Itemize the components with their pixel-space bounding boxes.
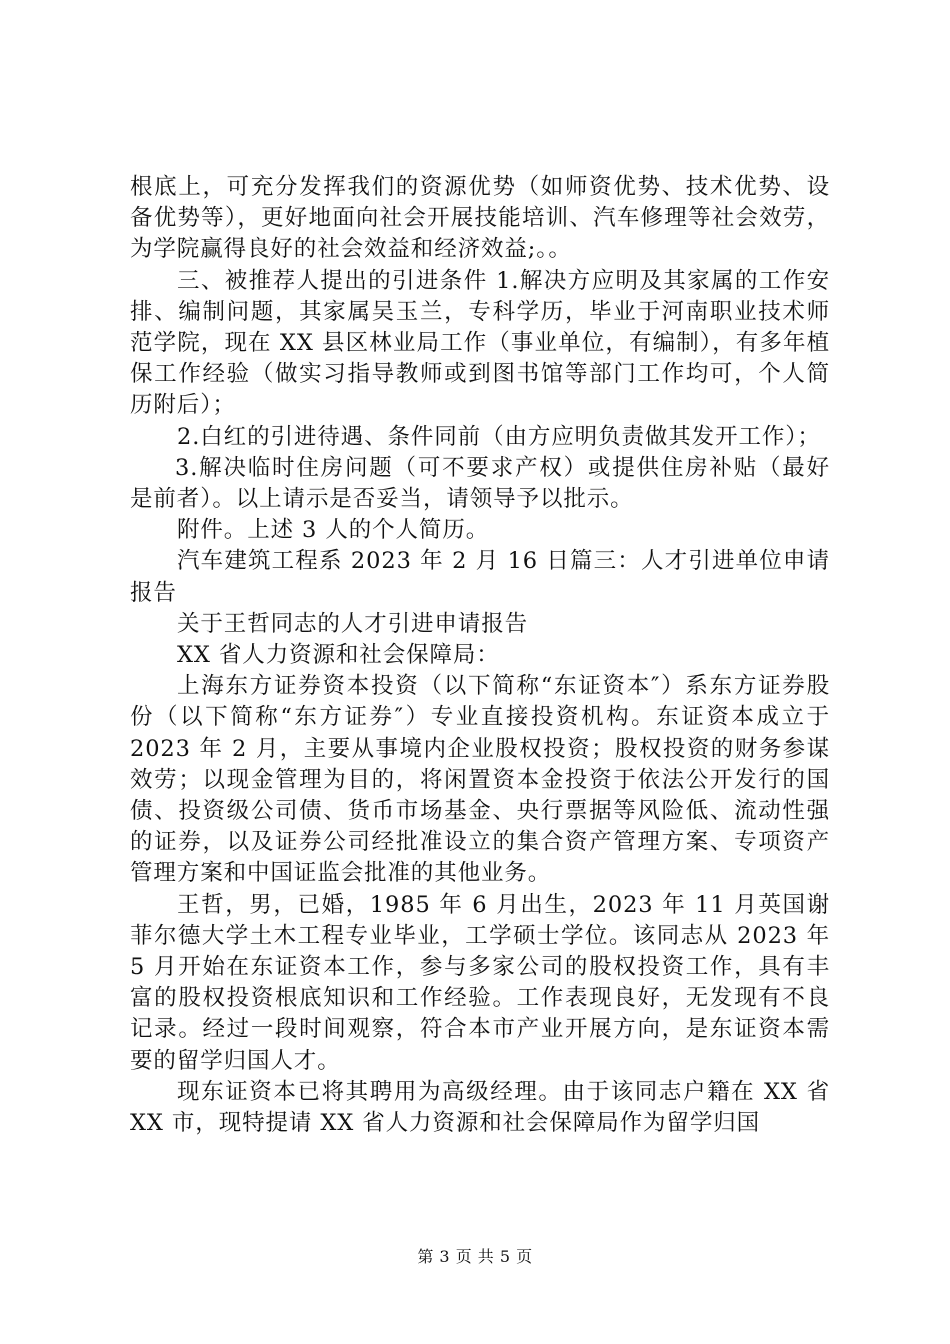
- document-body: [130, 172, 830, 1139]
- paragraph: 汽车建筑工程系 2023 年 2 月 16 日篇三：人才引进单位申请报告: [130, 548, 830, 606]
- paragraph: 三、被推荐人提出的引进条件 1.解决方应明及其家属的工作安排、编制问题，其家属吴玉兰，专科学历，毕业于河南职业技术师范学院，现在 XX 县区林业局工作（事业单位，有编制），有多年植保工作经验（做实习指导教师或到图书馆等部门工作均可，个人简历附后）；: [130, 267, 830, 419]
- paragraph: 3.解决临时住房问题（可不要求产权）或提供住房补贴（最好是前者）。以上请示是否妥当，请领导予以批示。: [130, 454, 830, 513]
- paragraph: 附件。上述 3 人的个人简历。: [177, 517, 490, 544]
- paragraph: XX 省人力资源和社会保障局：: [177, 642, 500, 669]
- paragraph: 现东证资本已将其聘用为高级经理。由于该同志户籍在 XX 省 XX 市，现特提请 XX 省人力资源和社会保障局作为留学归国: [130, 1078, 830, 1137]
- page-footer: 第 3 页 共 5 页: [417, 1247, 533, 1266]
- paragraph: 关于王哲同志的人才引进申请报告: [177, 610, 529, 637]
- paragraph: 王哲，男，已婚，1985 年 6 月出生，2023 年 11 月英国谢菲尔德大学土木工程专业毕业，工学硕士学位。该同志从 2023 年 5 月开始在东证资本工作，参与多家公司的股权投资工作，具有丰富的股权投资根底知识和工作经验。工作表现良好，无发现有不良记录。经过一段时间观察，符合本市产业开展方向，是东证资本需要的留学归国人才。: [130, 891, 830, 1074]
- paragraph: 根底上，可充分发挥我们的资源优势（如师资优势、技术优势、设备优势等），更好地面向社会开展技能培训、汽车修理等社会效劳，为学院赢得良好的社会效益和经济效益;。。: [130, 174, 830, 263]
- paragraph: 2.白红的引进待遇、条件同前（由方应明负责做其发开工作）；: [177, 423, 821, 450]
- paragraph: 上海东方证券资本投资（以下简称“东证资本″）系东方证券股份（以下简称“东方证券″）专业直接投资机构。东证资本成立于 2023 年 2 月，主要从事境内企业股权投资；股权投资的财务参谋效劳；以现金管理为目的，将闲置资本金投资于依法公开发行的国债、投资级公司债、货币市场基金、央行票据等风险低、流动性强的证券，以及证券公司经批准设立的集合资产管理方案、专项资产管理方案和中国证监会批准的其他业务。: [130, 673, 830, 887]
